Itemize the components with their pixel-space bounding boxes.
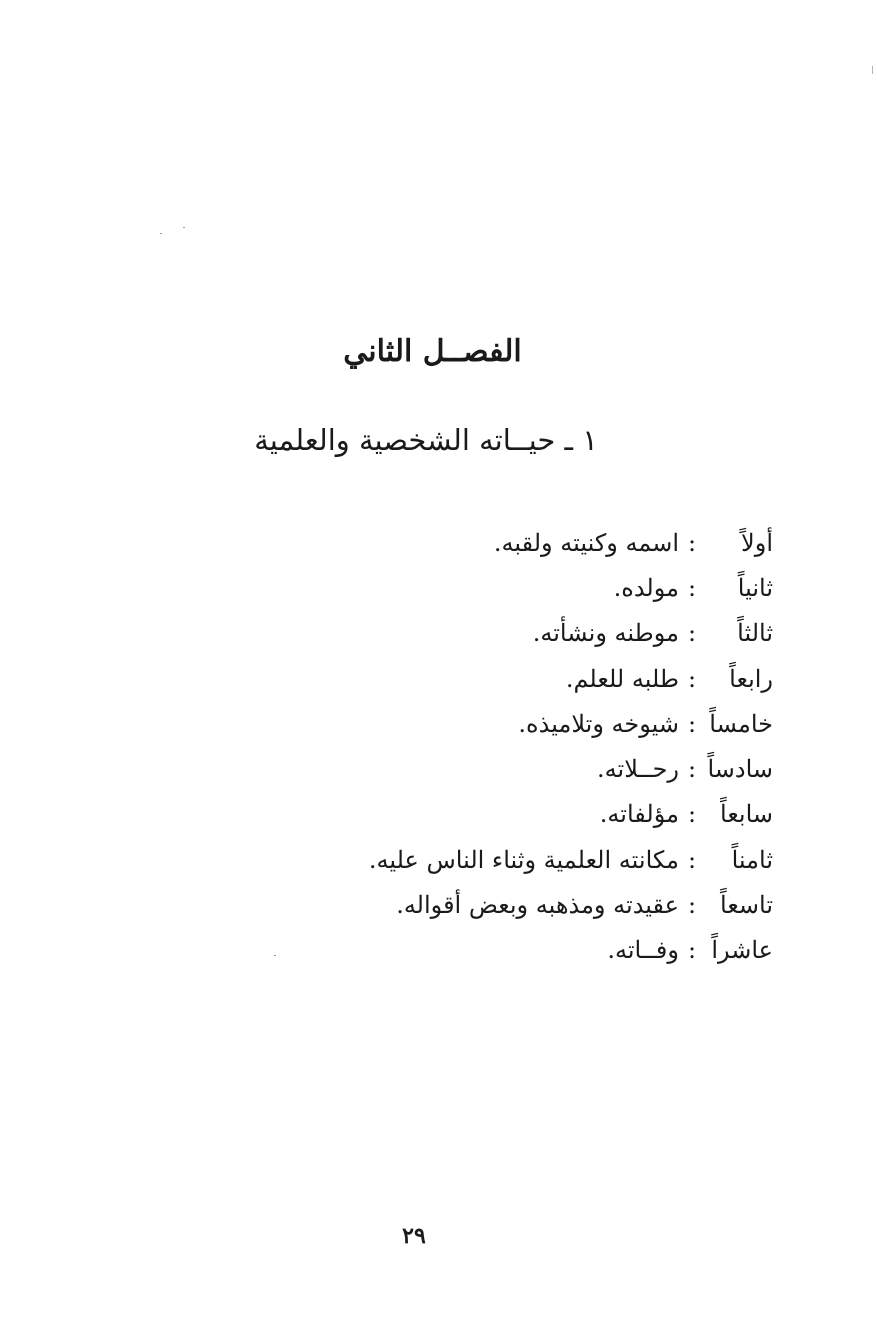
list-item: [253, 520, 773, 565]
chapter-title: الفصــل الثاني: [343, 334, 522, 369]
item-separator: :: [687, 528, 697, 557]
section-title: ١ ـ حيــاته الشخصية والعلمية: [254, 423, 598, 457]
item-separator: :: [687, 755, 697, 784]
item-ordinal: سابعاً: [720, 800, 773, 829]
item-ordinal: خامساً: [709, 709, 773, 738]
item-separator: :: [687, 936, 697, 965]
list-item: [253, 746, 773, 791]
scan-speck: [183, 227, 185, 228]
item-separator: :: [687, 891, 697, 920]
item-text: طلبه للعلم.: [565, 664, 679, 693]
item-ordinal: أولاً: [741, 528, 773, 557]
item-separator: :: [687, 845, 697, 874]
item-ordinal: سادساً: [707, 755, 773, 784]
item-text: موطنه ونشأته.: [532, 619, 679, 648]
item-separator: :: [687, 573, 697, 602]
item-text: مولده.: [613, 573, 679, 602]
contents-list: [253, 520, 773, 973]
item-ordinal: عاشراً: [711, 936, 773, 965]
item-separator: :: [687, 664, 697, 693]
list-item: [253, 656, 773, 701]
scan-speck: [160, 233, 162, 234]
item-separator: :: [687, 800, 697, 829]
item-text: مكانته العلمية وثناء الناس عليه.: [368, 845, 679, 874]
item-text: رحــلاته.: [597, 755, 679, 784]
page-number: ٢٩: [402, 1223, 426, 1249]
list-item: [253, 928, 773, 973]
list-item: [253, 611, 773, 656]
list-item: [253, 792, 773, 837]
item-separator: :: [687, 709, 697, 738]
item-ordinal: تاسعاً: [720, 891, 773, 920]
item-separator: :: [687, 619, 697, 648]
item-text: اسمه وكنيته ولقبه.: [493, 528, 679, 557]
list-item: [253, 701, 773, 746]
list-item: [253, 882, 773, 927]
item-text: عقيدته ومذهبه وبعض أقواله.: [396, 891, 679, 920]
item-text: مؤلفاته.: [599, 800, 679, 829]
item-ordinal: ثانياً: [737, 573, 773, 602]
list-item: [253, 837, 773, 882]
item-ordinal: رابعاً: [729, 664, 773, 693]
item-ordinal: ثامناً: [731, 845, 773, 874]
scan-edge-mark: [872, 66, 873, 74]
item-text: وفــاته.: [607, 936, 679, 965]
item-ordinal: ثالثاً: [737, 619, 773, 648]
item-text: شيوخه وتلاميذه.: [518, 709, 679, 738]
list-item: [253, 565, 773, 610]
